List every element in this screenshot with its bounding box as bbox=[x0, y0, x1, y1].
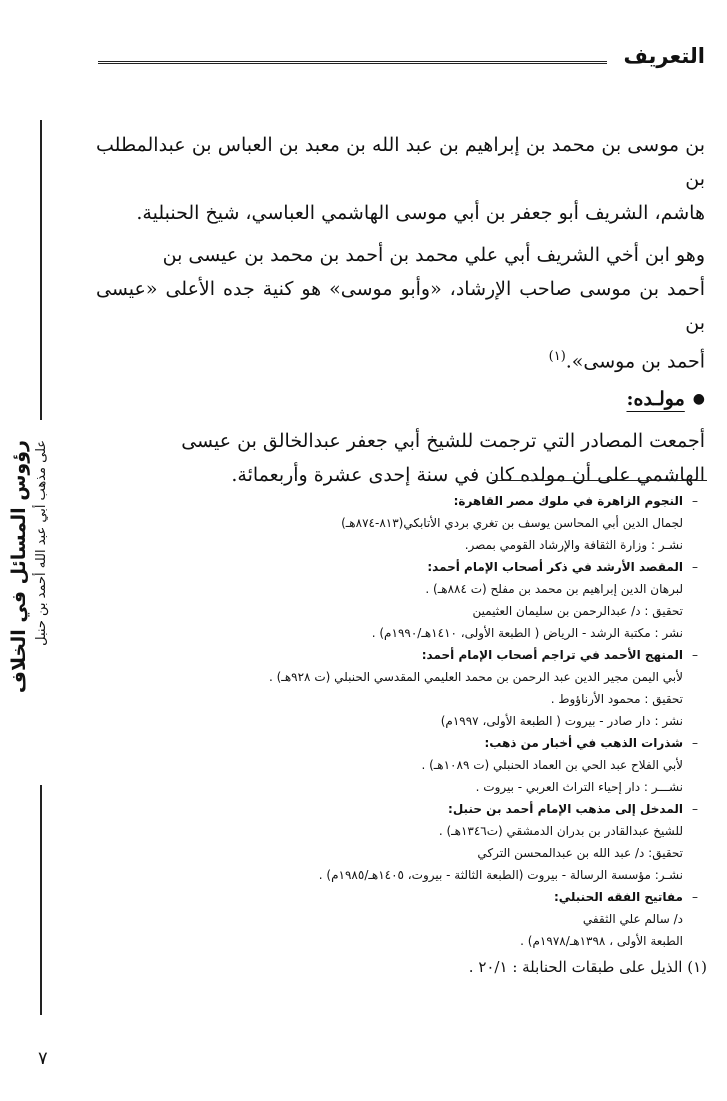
dash-icon: – bbox=[692, 736, 698, 750]
footnote-body bbox=[100, 886, 683, 952]
footnote-line: للشيخ عبدالقادر بن بدران الدمشقي (ت١٣٤٦هـ) . bbox=[438, 824, 683, 838]
footnote-title: مفاتيح الفقه الحنبلي: bbox=[553, 890, 683, 904]
footnote-rule bbox=[492, 480, 707, 481]
footnote-line: تحقيق: د/ عبد الله بن عبدالمحسن التركي bbox=[477, 846, 683, 860]
footnote-line: لبرهان الدين إبراهيم بن محمد بن مفلح (ت ٨٨٤هـ) . bbox=[425, 582, 683, 596]
side-running-title: رؤوس المسائل في الخلاف bbox=[8, 440, 30, 694]
footnote-item bbox=[100, 886, 707, 952]
dash-icon: – bbox=[692, 648, 698, 662]
footnote-line: نشـــر : دار إحياء التراث العربي - بيروت . bbox=[475, 780, 683, 794]
footnote-1: (١) الذيل على طبقات الحنابلة : ٢٠/١ . bbox=[468, 958, 707, 976]
footnote-line: لأبي الفلاح عبد الحي بن العماد الحنبلي (ت ١٠٨٩هـ) . bbox=[421, 758, 683, 772]
footnote-body bbox=[100, 556, 683, 644]
page-header-title: التعريف bbox=[623, 44, 705, 68]
dash-icon: – bbox=[692, 890, 698, 904]
footnote-line: لجمال الدين أبي المحاسن يوسف بن تغري بردي الأتابكي(٨١٣-٨٧٤هـ) bbox=[341, 516, 683, 530]
text-line: وهو ابن أخي الشريف أبي علي محمد بن أحمد بن محمد بن عيسى بن bbox=[162, 244, 705, 266]
footnote-item bbox=[100, 732, 707, 798]
footnote-line: تحقيق : د/ عبدالرحمن بن سليمان العثيمين bbox=[472, 604, 683, 618]
footnote-body bbox=[100, 644, 683, 732]
footnote-item bbox=[100, 644, 707, 732]
footnote-title: المقصد الأرشد في ذكر أصحاب الإمام أحمد: bbox=[427, 560, 683, 574]
footnote-line: تحقيق : محمود الأرناؤوط . bbox=[550, 692, 683, 706]
footnote-line: نشـر: مؤسسة الرسالة - بيروت (الطبعة الثالثة - بيروت، ١٤٠٥هـ/١٩٨٥م) . bbox=[318, 868, 683, 882]
text-line: بن موسى بن محمد بن إبراهيم بن عبد الله بن معبد بن العباس بن عبدالمطلب بن bbox=[96, 134, 705, 190]
side-running-subtitle: على مذهب أبي عبد الله أحمد بن حنبل bbox=[34, 440, 49, 646]
dash-icon: – bbox=[692, 494, 698, 508]
footnote-line: د/ سالم علي الثقفي bbox=[582, 912, 683, 926]
dash-icon: – bbox=[692, 560, 698, 574]
text-line: هاشم، الشريف أبو جعفر بن أبي موسى الهاشمي العباسي، شيخ الحنبلية. bbox=[136, 202, 705, 224]
bullet-icon: ● bbox=[692, 391, 705, 408]
footnote-line: الطبعة الأولى ، ١٣٩٨هـ/١٩٧٨م) . bbox=[520, 934, 683, 948]
footnote-reference: (١) bbox=[548, 349, 566, 364]
footnote-body bbox=[100, 798, 683, 886]
footnote-item bbox=[100, 556, 707, 644]
section-heading-label: مولـده: bbox=[626, 388, 685, 411]
footnote-item bbox=[100, 490, 707, 556]
footnote-line: نشـر : وزارة الثقافة والإرشاد القومي بمصر. bbox=[464, 538, 683, 552]
text-span: أحمد بن موسى». bbox=[565, 350, 705, 373]
footnote-title: شذرات الذهب في أخبار من ذهب: bbox=[484, 736, 683, 750]
footnote-title: النجوم الزاهرة في ملوك مصر القاهرة: bbox=[453, 494, 683, 508]
text-line: أحمد بن موسى صاحب الإرشاد، «وأبو موسى» هو كنية جده الأعلى «عيسى بن bbox=[96, 278, 705, 334]
footnote-line: لأبي اليمن مجير الدين عبد الرحمن بن محمد العليمي المقدسي الحنبلي (ت ٩٢٨هـ) . bbox=[269, 670, 683, 684]
text-line: الهاشمي على أن مولده كان في سنة إحدى عشرة وأربعمائة. bbox=[231, 464, 705, 487]
side-rule-bottom bbox=[40, 785, 42, 1015]
footnote-title: المنهج الأحمد في تراجم أصحاب الإمام أحمد: bbox=[421, 648, 683, 662]
side-rule-top bbox=[40, 120, 42, 420]
header-rule bbox=[98, 61, 607, 64]
footnote-line: نشر : مكتبة الرشد - الرياض ( الطبعة الأولى، ١٤١٠هـ/١٩٩٠م) . bbox=[371, 626, 683, 640]
footnote-title: المدخل إلى مذهب الإمام أحمد بن حنبل: bbox=[448, 802, 683, 816]
footnote-item bbox=[100, 798, 707, 886]
main-text bbox=[96, 128, 705, 500]
footnote-body bbox=[100, 490, 683, 556]
text-line bbox=[96, 340, 705, 378]
page-number: ٧ bbox=[38, 1048, 48, 1069]
text-line: أجمعت المصادر التي ترجمت للشيخ أبي جعفر عبدالخالق بن عيسى bbox=[181, 430, 705, 453]
footnote-body bbox=[100, 732, 683, 798]
paragraph-3 bbox=[96, 424, 705, 492]
section-heading bbox=[96, 388, 705, 410]
paragraph-2 bbox=[96, 238, 705, 378]
footnotes bbox=[100, 490, 707, 978]
dash-icon: – bbox=[692, 802, 698, 816]
paragraph-1 bbox=[96, 128, 705, 230]
footnote-line: نشر : دار صادر - بيروت ( الطبعة الأولى، ١٩٩٧م) bbox=[440, 714, 683, 728]
